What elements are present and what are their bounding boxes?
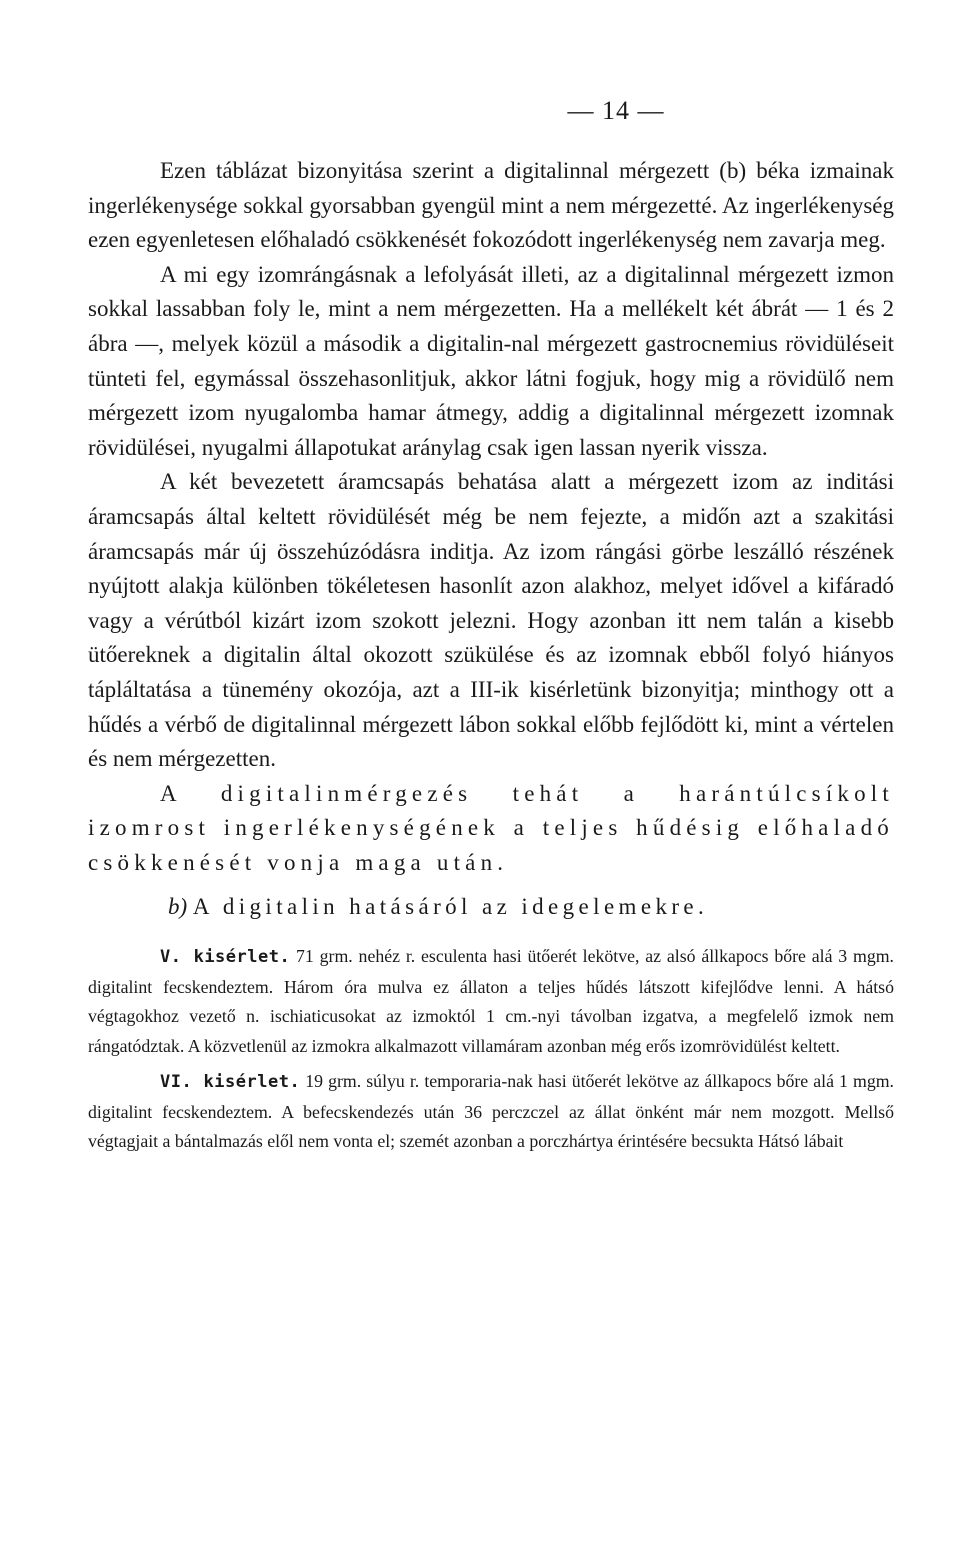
experiment-label: V. kisérlet. — [160, 947, 291, 968]
page-number: — 14 — — [567, 96, 665, 125]
document-page — [88, 96, 894, 1162]
experiment-paragraph — [88, 1067, 894, 1156]
experiment-block — [88, 942, 894, 1061]
experiment-block — [88, 1067, 894, 1156]
paragraph: A két bevezetett áramcsapás behatása alatt a mérgezett izom az inditási áramcsapás által keltett rövidülését még be nem fejezte, a midőn azt a szakitási áramcsapás már új összehúzódásra inditja. Az izom rángási görbe leszálló részének nyújtott alakja különben tökéletesen hasonlít azon alakhoz, melyet idővel a kifáradó vagy a vérútból kizárt izom szokott jelezni. Hogy azonban itt nem talán a kisebb ütőereknek a digitalin által okozott szükülése és az izomnak ebből folyó hiányos tápláltatása a tünemény okozója, azt a III-ik kisérletünk bizonyitja; minthogy ott a hűdés a vérbő de digitalinnal mérgezett lábon sokkal előbb fejlődött ki, mint a vértelen és nem mérgezetten. — [88, 469, 894, 772]
experiment-text: 71 grm. nehéz r. esculenta hasi ütőerét lekötve, az alsó állkapocs bőre alá 3 mgm. digitalint fecskendeztem. Három óra mulva ez állaton a teljes hűdés látszott kifejlődve lenni. A hátsó végtagokhoz vezető n. ischiaticusokat az izmoktól 1 cm.-nyi távolban izgatva, a megfelelő izmok nem rángatództak. A közvetlenül az izmokra alkalmazott villamáram azonban még erős izomrövidülést keltett. — [88, 946, 894, 1056]
subheading-label: b) — [168, 894, 188, 920]
conclusion-paragraph: A digitalinmérgezés tehát a harántúlcsíkolt izomrost ingerlékenységének a teljes hűdésig előhaladó csökkenését vonja maga után. — [88, 780, 894, 875]
paragraph: Ezen táblázat bizonyitása szerint a digitalinnal mérgezett (b) béka izmainak ingerlékenysége sokkal gyorsabban gyengül mint a nem mérgezetté. Az ingerlékenység ezen egyenletesen előhaladó csökkenését fokozódott ingerlékenység nem zavarja meg. — [88, 158, 894, 253]
experiment-paragraph — [88, 942, 894, 1061]
experiment-text: 19 grm. súlyu r. temporaria-nak hasi ütőerét lekötve az állkapocs bőre alá 1 mgm. digitalint fecskendeztem. A befecskendezés után 36 perczczel az állat önként már nem mozgott. Mellső végtagjait a bántalmazás elől nem vonta el; szemét azonban a porczhártya érintésére becsukta Hátsó lábait — [88, 1071, 895, 1151]
experiment-label: VI. kisérlet. — [160, 1072, 301, 1093]
subheading-title: A digitalin hatásáról az idegelemekre. — [192, 894, 709, 920]
paragraph: A mi egy izomrángásnak a lefolyását illeti, az a digitalinnal mérgezett izmon sokkal lassabban foly le, mint a nem mérgezetten. Ha a mellékelt két ábrát — 1 és 2 ábra —, melyek közül a második a digitalin-nal mérgezett gastrocnemius rövidüléseit tünteti fel, egymással összehasonlitjuk, akkor látni fogjuk, hogy mig a rövidülő nem mérgezett izom nyugalomba hamar átmegy, addig a digitalinnal mérgezett izomnak rövidülései, nyugalmi állapotukat aránylag csak igen lassan nyerik vissza. — [88, 261, 894, 460]
section-subheading — [88, 890, 894, 924]
